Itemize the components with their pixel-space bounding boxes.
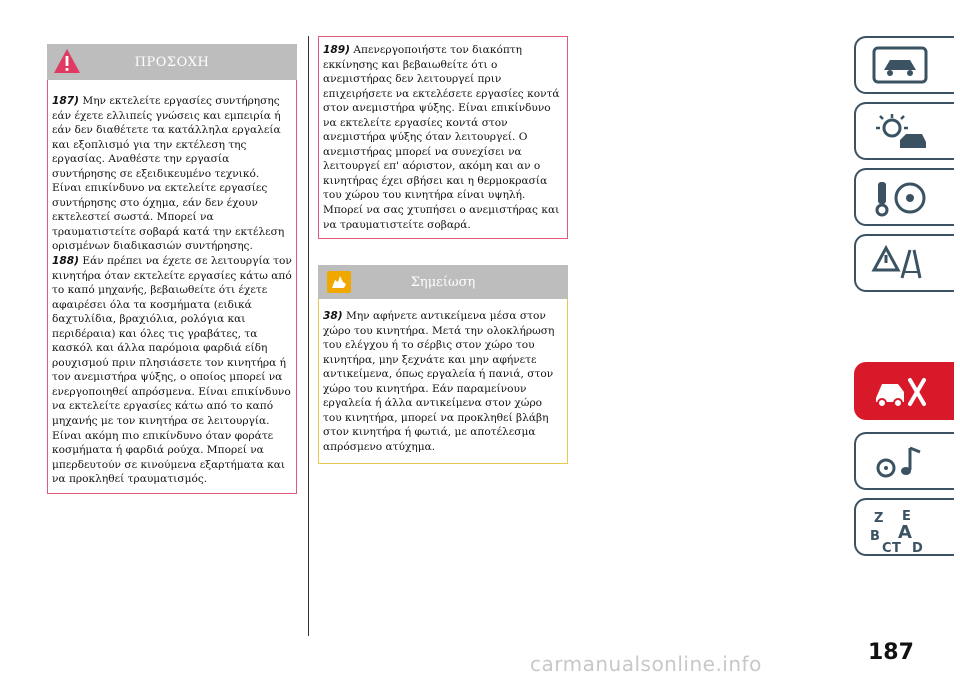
tab-maintenance[interactable] — [854, 362, 954, 420]
svg-text:T: T — [892, 541, 901, 556]
tab-emergency[interactable] — [854, 234, 954, 292]
left-column — [47, 44, 297, 494]
tab-index[interactable] — [854, 498, 954, 556]
hazard-road-icon — [870, 242, 932, 286]
note-header — [318, 265, 568, 299]
alphabet-index-icon — [870, 506, 932, 556]
warning-item-187: 187) Μην εκτελείτε εργασίες συντήρησης εάν έχετε ελλιπείς γνώσεις και εμπειρία ή εάν δεν διαθέτετε τα κατάλληλα εργαλεία και εξοπλισμό για την εκτέλεση της εργασίας. Αναθέστε την εργασία συντήρησης σε εξειδικευμένο τεχνικό. Είναι επικίνδυνο να εκτελείτε εργασίες συντήρησης στο όχημα, εάν δεν έχουν εκτελεστεί σωστά. Μπορεί να τραυματιστείτε σοβαρά κατά την εκτέλεση ορισμένων διαδικασιών συντήρησης. — [52, 95, 285, 253]
svg-text:B: B — [870, 529, 880, 544]
warning-triangle-icon — [53, 48, 81, 78]
note-title: Σημείωση — [410, 274, 476, 290]
tab-safety[interactable] — [854, 102, 954, 160]
multimedia-icon — [870, 440, 932, 484]
svg-text:Z: Z — [874, 511, 884, 526]
tab-dashboard[interactable] — [854, 36, 954, 94]
note-hand-icon — [326, 270, 352, 298]
safety-light-icon — [870, 110, 932, 154]
right-column — [318, 36, 568, 464]
warning-box-left — [47, 80, 297, 494]
note-item-38: 38) Μην αφήνετε αντικείμενα μέσα στον χώρο του κινητήρα. Μετά την ολοκλήρωση του ελέγχου ή το σέρβις στον χώρο του κινητήρα, μην ξεχνάτε και μην αφήνετε αντικείμενα, όπως εργαλεία ή πανιά, στον χώρο του κινητήρα. Εάν παραμείνουν εργαλεία ή άλλα αντικείμενα στον χώρο του κινητήρα, μπορεί να προκληθεί βλάβη στον κινητήρα ή φωτιά, με αποτέλεσμα απρόσμενο ατύχημα. — [323, 310, 555, 454]
svg-text:E: E — [902, 509, 911, 524]
warning-header — [47, 44, 297, 80]
page-number: 187 — [868, 640, 914, 665]
tab-starting[interactable] — [854, 168, 954, 226]
svg-text:D: D — [912, 541, 923, 556]
key-steering-icon — [870, 176, 932, 220]
car-maintenance-icon — [870, 370, 932, 414]
watermark: carmanualsonline.info — [530, 652, 762, 676]
svg-text:C: C — [882, 541, 892, 556]
warning-title: ΠΡΟΣΟΧΗ — [134, 54, 210, 70]
column-divider — [308, 36, 309, 636]
warning-item-189: 189) Απενεργοποιήστε τον διακόπτη εκκίνησης και βεβαιωθείτε ότι ο ανεμιστήρας δεν λειτουργεί πριν επιχειρήσετε να εκτελέσετε εργασίες κοντά στον ανεμιστήρα ψύξης. Είναι επικίνδυνο να εκτελείτε εργασίες κοντά στον ανεμιστήρα ψύξης όταν λειτουργεί. Ο ανεμιστήρας μπορεί να συνεχίσει να λειτουργεί επ' αόριστον, ακόμη και αν ο κινητήρας έχει σβήσει και η θερμοκρασία του χώρου του κινητήρα είναι υψηλή. Μπορεί να σας χτυπήσει ο ανεμιστήρας και να τραυματιστείτε σοβαρά. — [323, 44, 560, 231]
svg-text:A: A — [898, 522, 912, 543]
warning-box-right — [318, 36, 568, 239]
warning-item-188: 188) Εάν πρέπει να έχετε σε λειτουργία τον κινητήρα όταν εκτελείτε εργασίες κάτω από το καπό μηχανής, βεβαιωθείτε ότι έχετε αφαιρέσει όλα τα κοσμήματα (ειδικά δαχτυλίδια, βραχιόλια, ρολόγια και περιδέραια) και όλες τις γραβάτες, τα κασκόλ και άλλα παρόμοια φαρδιά είδη ρουχισμού πριν πλησιάσετε τον κινητήρα ή τον ανεμιστήρα ψύξης, ο οποίος μπορεί να ενεργοποιηθεί απρόσμενα. Είναι επικίνδυνο να εκτελείτε εργασίες κάτω από το καπό μηχανής με τον κινητήρα σε λειτουργία. Είναι ακόμη πιο επικίνδυνο όταν φοράτε κοσμήματα ή φαρδιά ρούχα. Μπορεί να μπερδευτούν σε κινούμενα εξαρτήματα και να προκληθεί τραυματισμός. — [52, 255, 292, 486]
dashboard-car-icon — [870, 44, 932, 88]
tab-multimedia[interactable] — [854, 432, 954, 490]
note-box — [318, 299, 568, 463]
